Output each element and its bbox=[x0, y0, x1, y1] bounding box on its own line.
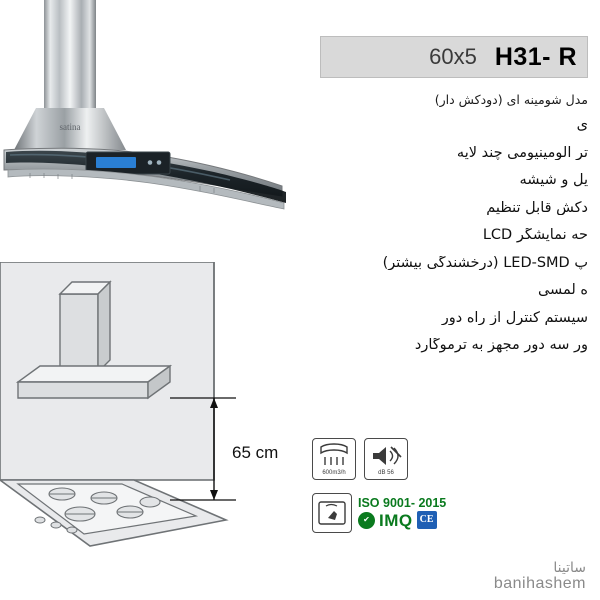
noise-badge bbox=[364, 438, 408, 480]
right-column bbox=[320, 0, 600, 600]
list-item: تر آلومینیومی چند لایه bbox=[456, 145, 588, 160]
airflow-badge bbox=[312, 438, 356, 480]
list-item: یل و شیشه bbox=[519, 173, 588, 188]
brand-logo bbox=[494, 561, 586, 592]
model-subtitle: مدل شومینه ای (دودکش دار) bbox=[434, 92, 588, 107]
model-size: 60x5 bbox=[429, 44, 477, 69]
list-item: حه نمایشگر LCD bbox=[482, 228, 588, 243]
brand-name-fa: ساتینا bbox=[553, 560, 586, 576]
list-item: ور سه دور مجهز به ترموگارد bbox=[414, 338, 588, 353]
model-code: H31- R bbox=[494, 42, 577, 71]
range-hood-photo bbox=[0, 0, 320, 215]
spec-badges bbox=[312, 438, 592, 484]
installation-diagram bbox=[0, 262, 320, 562]
ce-label: CE bbox=[417, 511, 437, 529]
list-item: پ LED-SMD (درخشندگی بیشتر) bbox=[382, 255, 588, 270]
list-item: ی bbox=[576, 118, 588, 133]
iso-certification bbox=[358, 497, 446, 530]
certification-row bbox=[312, 492, 592, 534]
imq-label: IMQ bbox=[379, 510, 413, 530]
feature-list bbox=[310, 118, 600, 366]
iso-label: ISO 9001- 2015 bbox=[358, 495, 447, 510]
diagram-height-label: 65 cm bbox=[232, 443, 279, 462]
airflow-caption: 600m3/h bbox=[322, 470, 346, 476]
model-bar bbox=[320, 36, 588, 78]
list-item: ه لمسی bbox=[537, 283, 588, 298]
imq-check-icon: ✔ bbox=[358, 512, 375, 529]
svg-text:satina: satina bbox=[59, 122, 81, 132]
brand-name-en: banihashem bbox=[493, 575, 586, 592]
list-item: سیستم کنترل از راه دور bbox=[441, 310, 588, 325]
imq-row bbox=[358, 511, 437, 529]
touch-control-badge bbox=[312, 493, 352, 533]
list-item: دکش قابل تنظیم bbox=[486, 200, 588, 215]
noise-caption: 56 dB bbox=[378, 470, 394, 476]
